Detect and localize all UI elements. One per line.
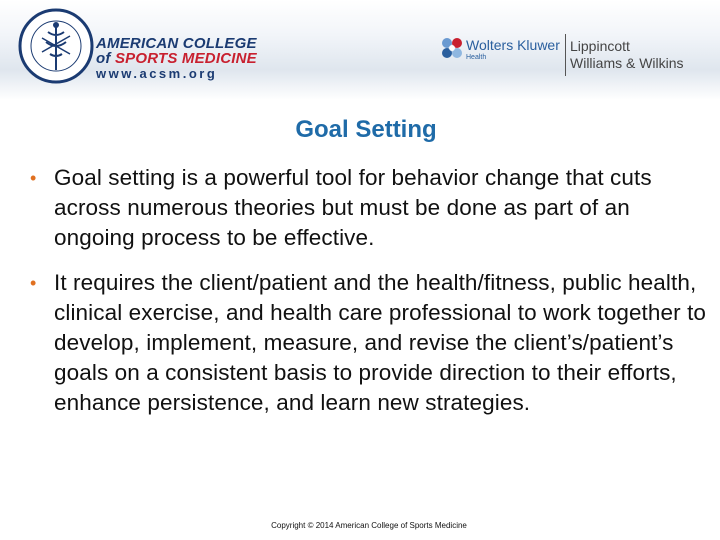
- acsm-sports-medicine: SPORTS MEDICINE: [114, 50, 257, 67]
- acsm-name-line2: [96, 51, 257, 66]
- bullet-text: It requires the client/patient and the health/fitness, public health, clinical exercise, and health care professional to work together to develop, implement, measure, and revise the client’s/patient’s goals on a consistent basis to provide direction to their efforts, enhance persistence, and learn new strategies.: [54, 270, 707, 415]
- acsm-name-line1: AMERICAN COLLEGE: [96, 35, 257, 52]
- lww-wordmark: [570, 38, 684, 72]
- bullet-dot-icon: •: [30, 168, 37, 188]
- bullet-item: [30, 163, 710, 253]
- wolters-kluwer-logo-icon: [440, 36, 464, 60]
- acsm-url: www.acsm.org: [96, 66, 218, 81]
- header-band: [0, 0, 720, 100]
- bullet-text: Goal setting is a powerful tool for behavior change that cuts across numerous theories but must be done as part of an ongoing process to be effective.: [54, 165, 652, 250]
- bullet-dot-icon: •: [30, 273, 37, 293]
- wolters-kluwer-sub: Health: [466, 54, 487, 61]
- acsm-of: of: [96, 50, 115, 67]
- bullet-item: [30, 268, 710, 418]
- lww-line2: Williams & Wilkins: [570, 55, 684, 71]
- slide-title: Goal Setting: [295, 116, 437, 143]
- acsm-wordmark: [96, 36, 257, 82]
- bullet-list: [30, 163, 710, 433]
- acsm-seal-logo: [18, 8, 94, 84]
- wolters-kluwer-name: Wolters Kluwer: [466, 37, 560, 53]
- lww-line1: Lippincott: [570, 38, 630, 54]
- logo-divider: [565, 34, 566, 76]
- copyright-footer: Copyright © 2014 American College of Sports Medicine: [271, 521, 467, 530]
